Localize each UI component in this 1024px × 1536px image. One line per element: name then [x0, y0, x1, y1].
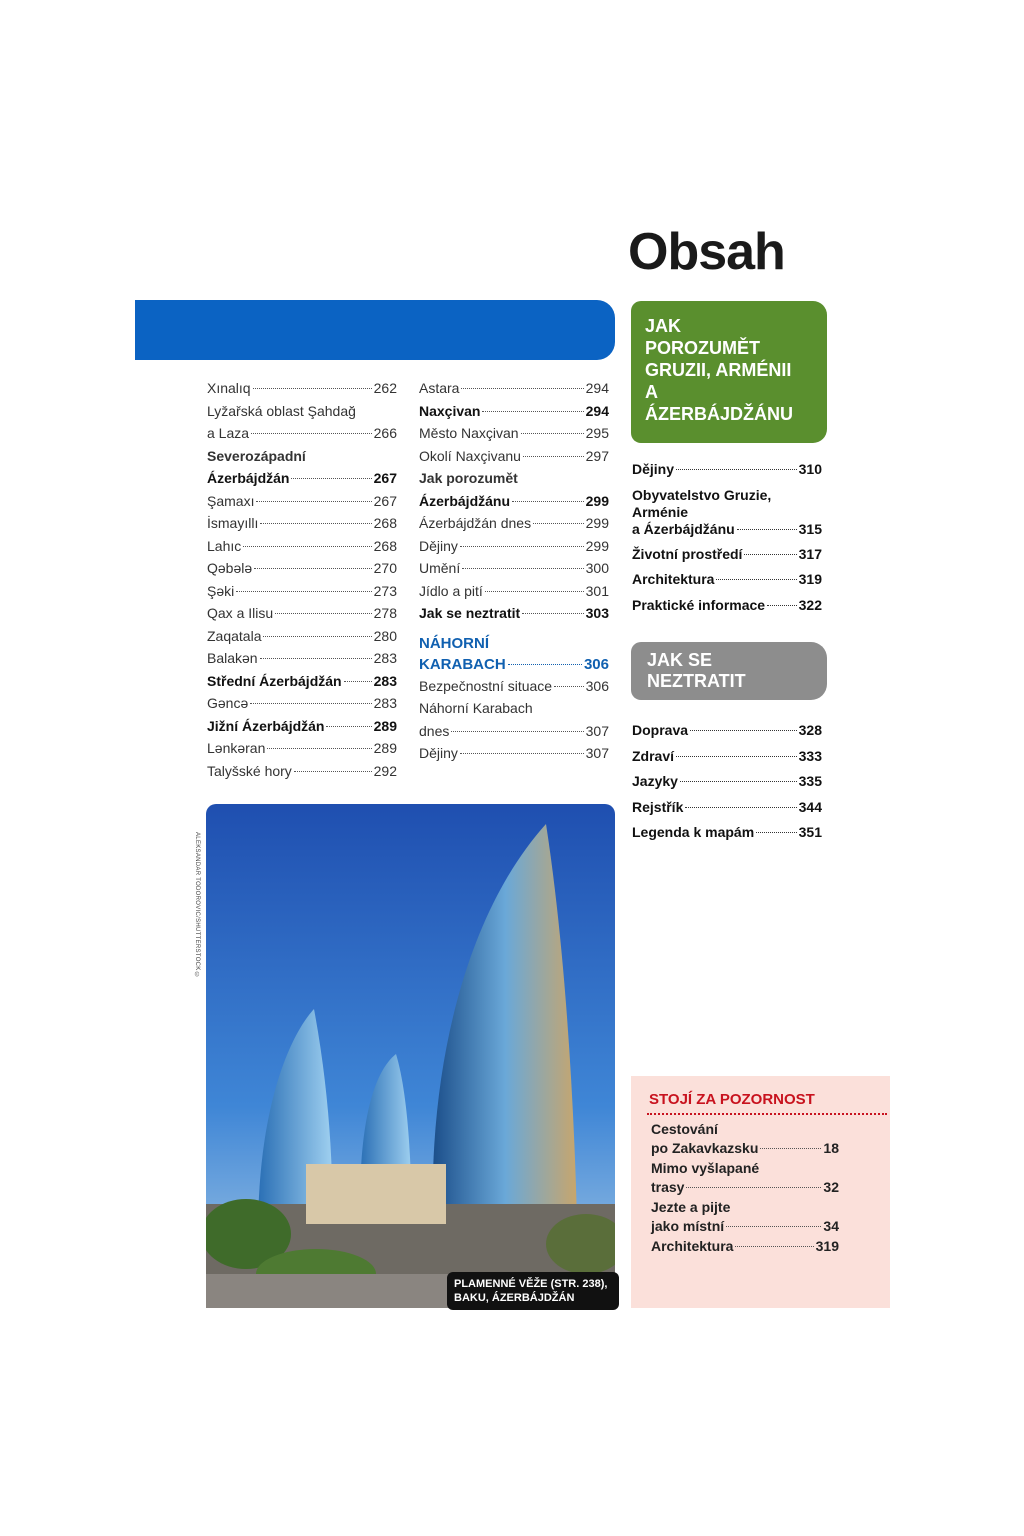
toc-entry-row — [419, 742, 609, 765]
toc-entry-row — [207, 602, 397, 625]
toc-entry-label: Xınalıq — [207, 380, 251, 396]
grey-entry-label: Jazyky — [632, 773, 678, 789]
dot-leader — [485, 591, 584, 592]
toc-entry-label: Město Naxçivan — [419, 425, 519, 441]
toc-entry-page: 307 — [585, 722, 609, 739]
toc-entry-row — [419, 602, 609, 625]
green-box-heading-line: ÁZERBÁJDŽÁNU — [645, 404, 793, 424]
dot-leader — [512, 501, 584, 502]
highlight-item-label: Jezte a pijte — [651, 1199, 731, 1215]
dot-leader — [460, 546, 584, 547]
dot-leader — [760, 1148, 821, 1149]
toc-entry[interactable] — [419, 467, 609, 512]
dot-leader — [256, 501, 371, 502]
toc-entry[interactable] — [207, 602, 397, 625]
toc-entry[interactable] — [419, 535, 609, 558]
green-entry-label: Dějiny — [632, 461, 675, 477]
toc-entry-page: 278 — [373, 605, 397, 621]
toc-entry-page: 266 — [373, 425, 397, 441]
highlight-item[interactable] — [651, 1159, 839, 1197]
toc-entry-row — [419, 490, 609, 513]
highlight-item[interactable] — [651, 1120, 839, 1158]
toc-entry-page: 299 — [585, 492, 609, 509]
toc-entry-row — [207, 377, 397, 400]
green-entry-page: 315 — [798, 520, 822, 537]
toc-entry-page: 306 — [585, 677, 609, 694]
highlight-item-label: Mimo vyšlapané — [651, 1160, 760, 1176]
toc-entry-page: 301 — [585, 582, 609, 599]
highlight-item-page: 319 — [815, 1238, 839, 1254]
toc-entry-label: Lənkəran — [207, 740, 266, 756]
green-entry-page: 322 — [798, 596, 822, 613]
toc-entry-label: Şamaxı — [207, 492, 255, 509]
green-entry[interactable] — [632, 457, 822, 483]
dot-leader — [263, 636, 371, 637]
green-entry[interactable] — [632, 593, 822, 619]
toc-entry-row — [207, 467, 397, 490]
dot-leader — [686, 1187, 821, 1188]
green-entry-label: Životní prostředí — [632, 545, 743, 562]
grey-entry-page: 335 — [798, 773, 822, 789]
flame-towers-photo — [206, 804, 615, 1308]
green-entry[interactable] — [632, 567, 822, 593]
toc-entry-row — [419, 720, 609, 743]
toc-entry-page: 297 — [585, 447, 609, 464]
toc-entry-label: Lyžařská oblast Şahdağ — [207, 402, 356, 419]
highlight-item-page: 18 — [823, 1140, 839, 1156]
toc-entry-row — [419, 400, 609, 423]
grey-entry-page: 333 — [798, 747, 822, 764]
toc-entry-label: Şəki — [207, 582, 235, 599]
toc-entry[interactable] — [419, 422, 609, 445]
toc-entry-page: 307 — [585, 745, 609, 761]
toc-entry[interactable] — [419, 400, 609, 423]
toc-entry-label: Astara — [419, 380, 460, 396]
dot-leader — [236, 591, 371, 592]
highlight-item-label: trasy — [651, 1179, 685, 1195]
toc-entry-row — [207, 760, 397, 783]
caption-line2: BAKU, ÁZERBÁJDŽÁN — [454, 1292, 575, 1304]
section-heading-line1: NÁHORNÍ — [419, 634, 489, 652]
green-box-heading-line: JAK — [645, 316, 682, 336]
dot-leader — [250, 703, 371, 704]
toc-entry-row — [207, 692, 397, 715]
dot-leader — [482, 411, 583, 412]
toc-entry-label: Lahıc — [207, 537, 242, 554]
toc-entry-row — [207, 422, 397, 445]
dot-leader — [756, 832, 796, 833]
dot-leader — [737, 529, 797, 530]
toc-entry-label: Jídlo a pití — [419, 582, 483, 599]
green-entry-page: 319 — [798, 571, 822, 587]
toc-entry-label: Jak porozumět — [419, 470, 518, 486]
green-entry-label: a Ázerbájdžánu — [632, 520, 735, 537]
dot-leader — [344, 681, 372, 682]
toc-column-2 — [419, 377, 609, 765]
highlight-list — [651, 1120, 839, 1257]
toc-entry[interactable] — [207, 535, 397, 558]
highlight-item-row — [651, 1139, 839, 1158]
toc-entry-label: Jak se neztratit — [419, 605, 521, 621]
highlight-item-row — [651, 1178, 839, 1197]
toc-entry-label: Qəbələ — [207, 560, 253, 576]
grey-entry-row — [632, 795, 822, 821]
toc-entry-page: 268 — [373, 515, 397, 531]
photo-caption — [447, 1272, 619, 1310]
dot-leader — [326, 726, 371, 727]
caption-line1: PLAMENNÉ VĚŽE (STR. 238), — [454, 1278, 608, 1290]
dot-leader — [685, 807, 796, 808]
dot-leader — [676, 756, 797, 757]
grey-entry[interactable] — [632, 718, 822, 744]
grey-entry-label: Legenda k mapám — [632, 824, 755, 840]
grey-section-list — [632, 718, 822, 846]
dot-leader — [676, 469, 797, 470]
green-section-list — [632, 457, 822, 618]
toc-entry-row — [207, 490, 397, 513]
toc-entry[interactable] — [207, 625, 397, 648]
grey-entry[interactable] — [632, 744, 822, 770]
dot-leader — [554, 686, 584, 687]
highlight-item-label: po Zakavkazsku — [651, 1140, 759, 1156]
toc-entry-page: 270 — [373, 560, 397, 576]
green-entry-row — [632, 521, 822, 538]
dot-leader — [460, 753, 584, 754]
toc-entry-row — [207, 557, 397, 580]
toc-entry[interactable] — [207, 692, 397, 715]
toc-entry-row — [207, 580, 397, 603]
toc-entry-page: 267 — [373, 492, 397, 509]
dot-leader — [726, 1226, 821, 1227]
toc-entry[interactable] — [419, 602, 609, 625]
toc-entry[interactable] — [207, 580, 397, 603]
green-entry[interactable] — [632, 542, 822, 568]
dot-leader — [267, 748, 371, 749]
toc-entry-row — [207, 737, 397, 760]
toc-entry-row — [419, 422, 609, 445]
dot-leader — [251, 433, 372, 434]
green-entry[interactable] — [632, 487, 822, 538]
highlight-heading: STOJÍ ZA POZORNOST — [649, 1091, 815, 1108]
dot-leader — [744, 554, 796, 555]
highlight-divider — [647, 1113, 887, 1115]
highlight-item-label: Architektura — [651, 1238, 734, 1254]
toc-entry[interactable] — [419, 557, 609, 580]
photo-credit: ALEKSANDAR TODOROVIC/SHUTTERSTOCK © — [194, 832, 200, 979]
green-box-heading-line: A — [645, 382, 658, 402]
dot-leader — [275, 613, 372, 614]
green-entry-label: Obyvatelstvo Gruzie, — [632, 486, 772, 503]
green-entry-label: Arménie — [632, 503, 689, 520]
toc-entry-label: İsmayıllı — [207, 515, 259, 531]
grey-entry-row — [632, 820, 822, 846]
dot-leader — [533, 523, 584, 524]
dot-leader — [253, 388, 372, 389]
toc-entry-row — [419, 445, 609, 468]
toc-entry-page: 280 — [373, 627, 397, 644]
toc-entry-row — [207, 535, 397, 558]
dot-leader — [680, 781, 797, 782]
grey-entry-page: 344 — [798, 798, 822, 815]
toc-entry-row — [207, 647, 397, 670]
grey-entry-page: 328 — [798, 722, 822, 738]
toc-entry-page: 273 — [373, 582, 397, 599]
dot-leader — [260, 658, 372, 659]
highlight-item-page: 32 — [823, 1179, 839, 1195]
green-box-heading-line: GRUZII, ARMÉNII — [645, 360, 792, 380]
toc-entry-label: Qax a Ilisu — [207, 605, 274, 621]
toc-entry-label: Gəncə — [207, 695, 249, 711]
toc-entry-page: 289 — [373, 740, 397, 756]
dot-leader — [522, 613, 583, 614]
toc-entry-row — [419, 377, 609, 400]
section-heading-line2: KARABACH — [419, 655, 506, 673]
grey-entry-row — [632, 769, 822, 795]
toc-entry-page: 295 — [585, 425, 609, 441]
toc-entry-label: Ázerbájdžán dnes — [419, 515, 532, 531]
highlight-item-page: 34 — [823, 1218, 839, 1234]
green-entry-row — [632, 593, 822, 619]
dot-leader — [294, 771, 372, 772]
toc-entry[interactable] — [207, 445, 397, 490]
toc-entry-label: Naxçivan — [419, 402, 481, 419]
green-entry-row — [632, 567, 822, 593]
grey-box-heading-line: JAK SE — [647, 650, 713, 670]
toc-entry-label: Okolí Naxçivanu — [419, 447, 521, 464]
toc-entry-page: 289 — [373, 717, 397, 734]
section-heading-page: 306 — [583, 655, 609, 673]
toc-entry[interactable] — [207, 377, 397, 400]
dot-leader — [523, 456, 584, 457]
toc-entry-label: Jižní Ázerbájdžán — [207, 717, 325, 734]
toc-entry-label: Umění — [419, 560, 461, 576]
highlight-item[interactable] — [651, 1198, 839, 1236]
toc-entry[interactable] — [207, 670, 397, 693]
dot-leader — [735, 1246, 813, 1247]
grey-box-heading-line: NEZTRATIT — [647, 671, 746, 691]
toc-entry[interactable] — [419, 512, 609, 535]
highlight-item-label: Cestování — [651, 1121, 718, 1137]
highlight-item-row — [651, 1237, 839, 1256]
toc-entry-label: Ázerbájdžán — [207, 470, 290, 486]
toc-entry-row — [419, 512, 609, 535]
toc-entry[interactable] — [207, 760, 397, 783]
toc-entry[interactable] — [207, 512, 397, 535]
toc-entry-row — [207, 625, 397, 648]
green-entry-row — [632, 542, 822, 568]
toc-entry-page: 292 — [373, 762, 397, 779]
toc-entry-row — [419, 535, 609, 558]
highlight-item-row — [651, 1217, 839, 1236]
green-box-heading-line: POROZUMĚT — [645, 338, 760, 358]
green-entry-label: Architektura — [632, 571, 715, 587]
dot-leader — [260, 523, 371, 524]
toc-entry-page: 300 — [585, 560, 609, 576]
toc-entry[interactable] — [207, 647, 397, 670]
toc-entry[interactable] — [419, 377, 609, 400]
dot-leader — [243, 546, 371, 547]
toc-entry-row — [419, 557, 609, 580]
green-entry-row — [632, 457, 822, 483]
toc-entry-label: Dějiny — [419, 745, 458, 761]
toc-entry[interactable] — [207, 737, 397, 760]
toc-entry[interactable] — [207, 557, 397, 580]
toc-entry[interactable] — [419, 697, 609, 742]
grey-entry-label: Doprava — [632, 722, 689, 738]
grey-entry[interactable] — [632, 769, 822, 795]
grey-entry[interactable] — [632, 795, 822, 821]
grey-section-box[interactable] — [631, 642, 827, 700]
toc-entry-label: Ázerbájdžánu — [419, 492, 511, 509]
green-entry-label: Praktické informace — [632, 596, 766, 613]
green-entry-page: 310 — [798, 461, 822, 477]
toc-entry-page: 294 — [585, 380, 609, 396]
grey-entry-page: 351 — [798, 824, 822, 840]
toc-entry-label: Balakən — [207, 650, 258, 666]
toc-entry[interactable] — [207, 715, 397, 738]
highlight-box — [631, 1076, 890, 1308]
toc-entry-label: Náhorní Karabach — [419, 700, 533, 716]
toc-entry-page: 299 — [585, 537, 609, 554]
dot-leader — [690, 730, 797, 731]
toc-entry-row — [207, 715, 397, 738]
toc-entry[interactable] — [207, 400, 397, 445]
grey-entry[interactable] — [632, 820, 822, 846]
toc-entry-label: Střední Ázerbájdžán — [207, 672, 342, 689]
page-title: Obsah — [628, 223, 785, 281]
highlight-item[interactable] — [651, 1237, 839, 1256]
toc-entry-label: a Laza — [207, 425, 250, 441]
dot-leader — [521, 433, 584, 434]
dot-leader — [451, 731, 583, 732]
toc-entry-row — [419, 675, 609, 698]
toc-entry-page: 267 — [373, 470, 397, 486]
green-entry-page: 317 — [798, 545, 822, 562]
toc-entry-label: Talyšské hory — [207, 762, 292, 779]
toc-entry-page: 262 — [373, 380, 397, 396]
dot-leader — [767, 605, 797, 606]
toc-entry-row — [207, 512, 397, 535]
green-section-box[interactable] — [631, 301, 827, 443]
toc-entry-page: 283 — [373, 695, 397, 711]
toc-column-1 — [207, 377, 397, 782]
toc-entry[interactable] — [419, 445, 609, 468]
toc-entry-page: 294 — [585, 402, 609, 419]
dot-leader — [254, 568, 371, 569]
toc-entry-label: Dějiny — [419, 537, 458, 554]
highlight-item-label: jako místní — [651, 1218, 725, 1234]
grey-entry-row — [632, 718, 822, 744]
toc-entry-page: 268 — [373, 537, 397, 554]
dot-leader — [461, 388, 583, 389]
grey-entry-label: Zdraví — [632, 747, 675, 764]
toc-entry-label: dnes — [419, 722, 450, 739]
dot-leader — [716, 579, 796, 580]
toc-entry-page: 299 — [585, 515, 609, 531]
toc-entry[interactable] — [419, 580, 609, 603]
toc-entry-label: Bezpečnostní situace — [419, 677, 553, 694]
blue-header-bar — [135, 300, 615, 360]
grey-entry-row — [632, 744, 822, 770]
toc-entry[interactable] — [207, 490, 397, 513]
toc-entry-page: 303 — [585, 605, 609, 621]
toc-entry-label: Severozápadní — [207, 447, 306, 464]
toc-entry-row — [207, 670, 397, 693]
toc-entry-page: 283 — [373, 672, 397, 689]
toc-entry-label: Zaqatala — [207, 627, 262, 644]
toc-entry-page: 283 — [373, 650, 397, 666]
dot-leader — [462, 568, 583, 569]
section-heading-nahorni-karabach[interactable] — [419, 633, 609, 675]
dot-leader — [291, 478, 371, 479]
toc-entry[interactable] — [419, 675, 609, 698]
grey-entry-label: Rejstřík — [632, 798, 684, 815]
toc-entry-row — [419, 580, 609, 603]
toc-entry[interactable] — [419, 742, 609, 765]
